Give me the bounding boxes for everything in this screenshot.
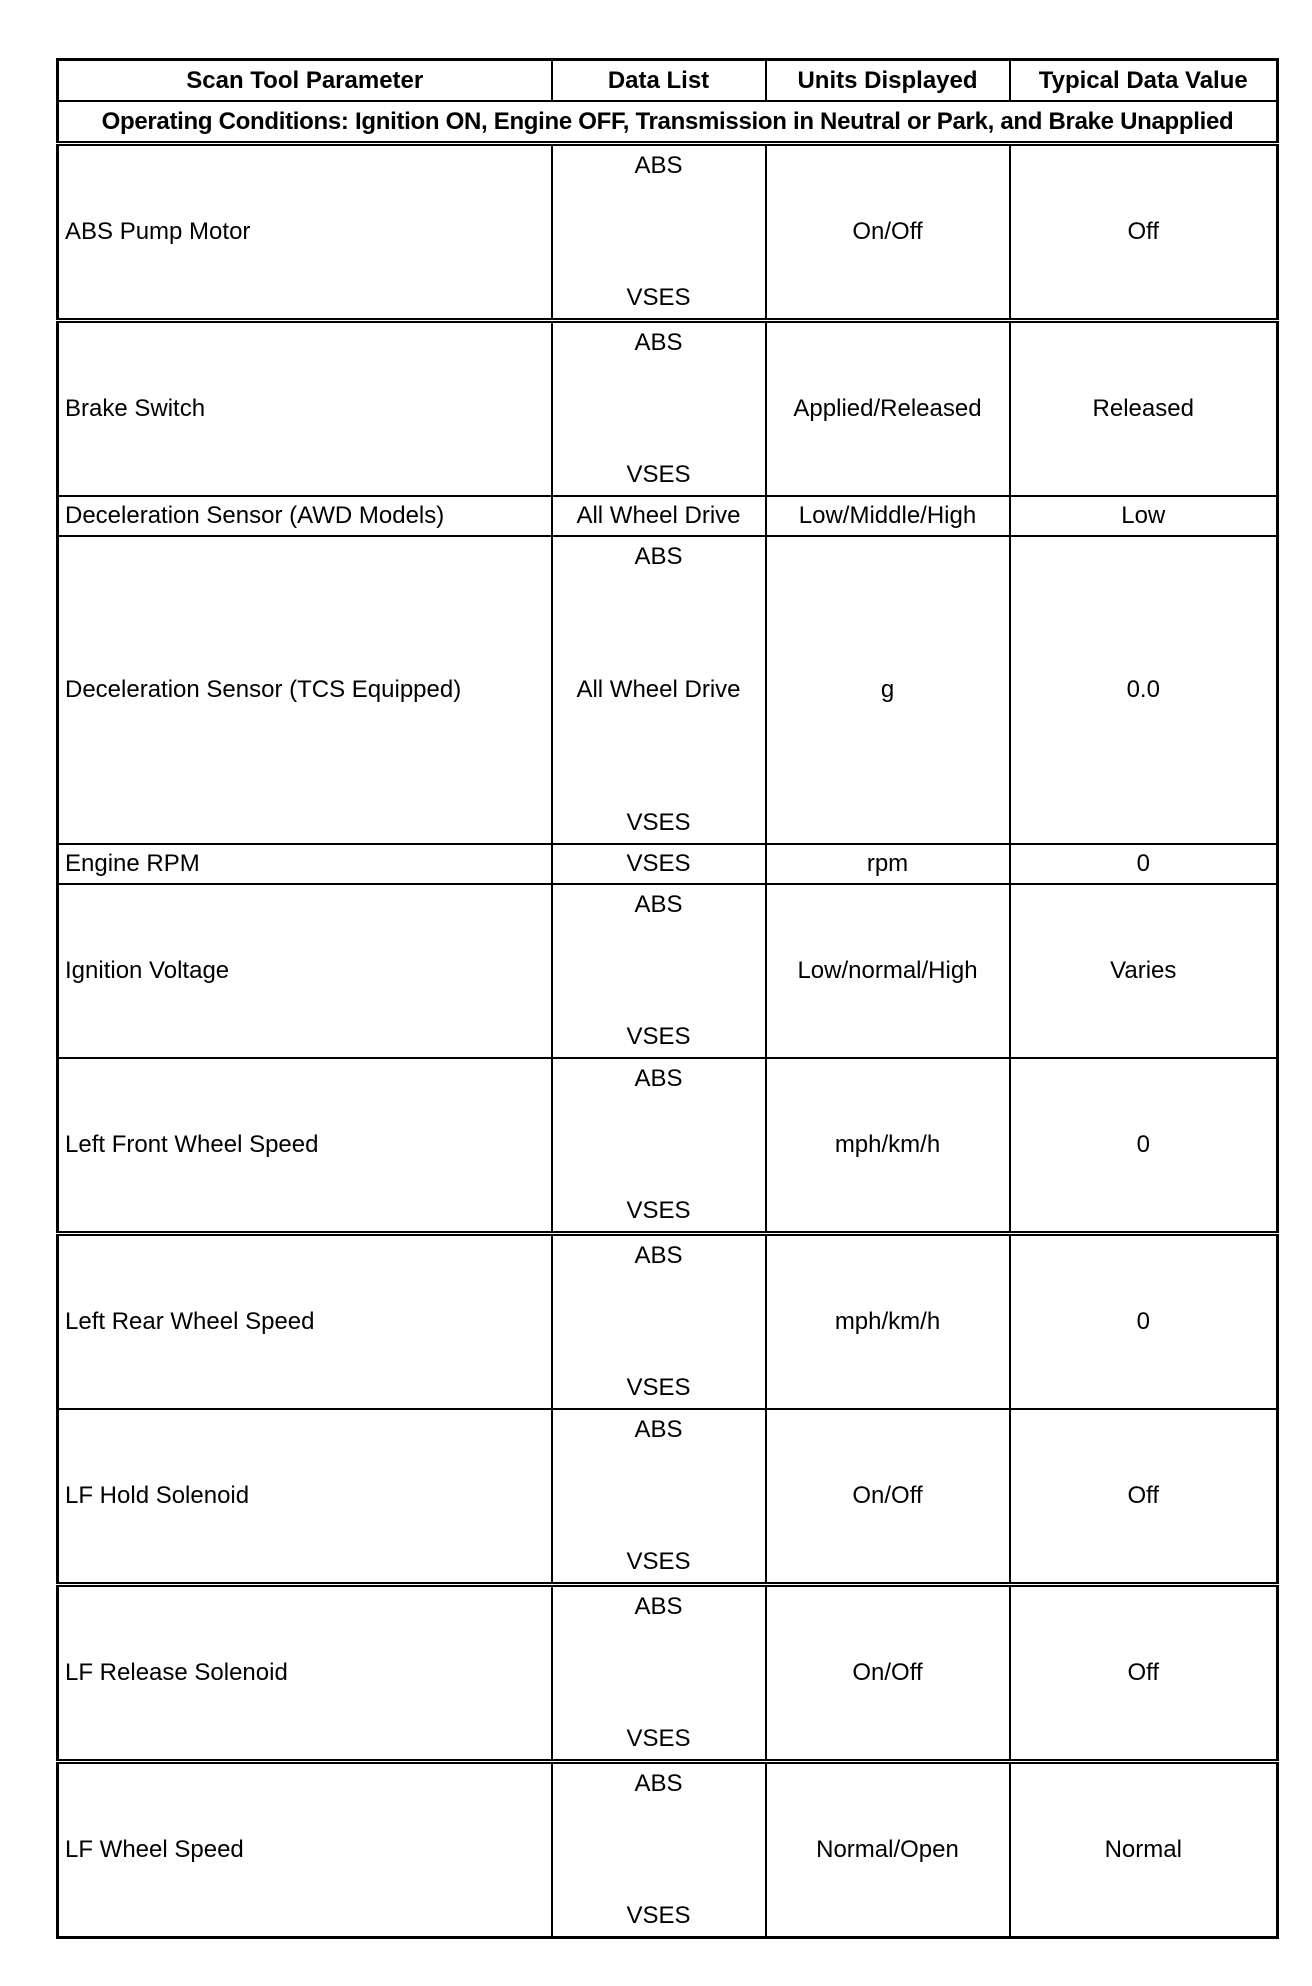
- data-list-top: ABS: [634, 329, 683, 356]
- data-list-bottom: VSES: [626, 1197, 691, 1225]
- data-list-cell: VSES: [552, 844, 766, 884]
- parameter-cell: LF Wheel Speed: [58, 1762, 552, 1938]
- table-row: [58, 144, 1278, 321]
- data-list-top: ABS: [634, 891, 683, 918]
- units-cell: rpm: [766, 844, 1010, 884]
- data-list-cell: [552, 1409, 766, 1585]
- data-list-cell: [552, 1058, 766, 1234]
- table-row: [58, 536, 1278, 844]
- parameter-cell: Deceleration Sensor (TCS Equipped): [58, 536, 552, 844]
- units-cell: On/Off: [766, 1585, 1010, 1762]
- data-list-bottom: VSES: [626, 1374, 691, 1402]
- table-row: [58, 884, 1278, 1058]
- units-cell: mph/km/h: [766, 1058, 1010, 1234]
- value-cell: Varies: [1010, 884, 1278, 1058]
- data-list-cell: [552, 536, 766, 844]
- data-list-top: ABS: [634, 1416, 683, 1443]
- table-row: [58, 1409, 1278, 1585]
- scan-tool-data-table: [56, 58, 1279, 1939]
- table-row: [58, 844, 1278, 884]
- parameter-cell: Ignition Voltage: [58, 884, 552, 1058]
- parameter-cell: Deceleration Sensor (AWD Models): [58, 496, 552, 536]
- parameter-cell: ABS Pump Motor: [58, 144, 552, 321]
- value-cell: Released: [1010, 321, 1278, 497]
- data-list-top: ABS: [634, 1770, 683, 1797]
- value-cell: Off: [1010, 144, 1278, 321]
- value-cell: Off: [1010, 1585, 1278, 1762]
- units-cell: On/Off: [766, 144, 1010, 321]
- value-cell: Off: [1010, 1409, 1278, 1585]
- units-cell: Low/normal/High: [766, 884, 1010, 1058]
- value-cell: 0: [1010, 1234, 1278, 1410]
- units-cell: g: [766, 536, 1010, 844]
- data-list-bottom: VSES: [626, 1725, 691, 1753]
- parameter-cell: Brake Switch: [58, 321, 552, 497]
- data-list-bottom: VSES: [626, 1548, 691, 1576]
- table-row: [58, 321, 1278, 497]
- data-list-bottom: VSES: [626, 1023, 691, 1051]
- header-row: [58, 60, 1278, 102]
- data-list-top: ABS: [634, 152, 683, 179]
- table-row: [58, 1762, 1278, 1938]
- table-row: [58, 1058, 1278, 1234]
- data-list-cell: All Wheel Drive: [552, 496, 766, 536]
- data-list-bottom: VSES: [626, 809, 691, 837]
- table-row: [58, 1585, 1278, 1762]
- value-cell: 0: [1010, 844, 1278, 884]
- header-data-list: Data List: [552, 60, 766, 102]
- data-list-middle: All Wheel Drive: [576, 676, 741, 704]
- units-cell: mph/km/h: [766, 1234, 1010, 1410]
- header-units-displayed: Units Displayed: [766, 60, 1010, 102]
- value-cell: Low: [1010, 496, 1278, 536]
- operating-conditions: Operating Conditions: Ignition ON, Engine OFF, Transmission in Neutral or Park, and Brake Unapplied: [58, 101, 1278, 144]
- parameter-cell: Engine RPM: [58, 844, 552, 884]
- value-cell: 0.0: [1010, 536, 1278, 844]
- parameter-cell: Left Rear Wheel Speed: [58, 1234, 552, 1410]
- units-cell: Low/Middle/High: [766, 496, 1010, 536]
- units-cell: Normal/Open: [766, 1762, 1010, 1938]
- data-list-cell: [552, 884, 766, 1058]
- data-list-top: ABS: [634, 543, 683, 570]
- table-row: [58, 496, 1278, 536]
- header-typical-data-value: Typical Data Value: [1010, 60, 1278, 102]
- data-list-bottom: VSES: [626, 284, 691, 312]
- data-list-cell: [552, 144, 766, 321]
- data-list-bottom: VSES: [626, 1902, 691, 1930]
- value-cell: 0: [1010, 1058, 1278, 1234]
- data-list-cell: [552, 1585, 766, 1762]
- parameter-cell: Left Front Wheel Speed: [58, 1058, 552, 1234]
- table-row: [58, 1234, 1278, 1410]
- data-list-cell: [552, 1234, 766, 1410]
- parameter-cell: LF Hold Solenoid: [58, 1409, 552, 1585]
- data-list-top: ABS: [634, 1593, 683, 1620]
- value-cell: Normal: [1010, 1762, 1278, 1938]
- data-list-top: ABS: [634, 1242, 683, 1269]
- data-list-cell: [552, 321, 766, 497]
- data-list-top: ABS: [634, 1065, 683, 1092]
- units-cell: Applied/Released: [766, 321, 1010, 497]
- parameter-cell: LF Release Solenoid: [58, 1585, 552, 1762]
- data-list-bottom: VSES: [626, 461, 691, 489]
- header-scan-tool-parameter: Scan Tool Parameter: [58, 60, 552, 102]
- data-list-cell: [552, 1762, 766, 1938]
- operating-conditions-row: [58, 101, 1278, 144]
- units-cell: On/Off: [766, 1409, 1010, 1585]
